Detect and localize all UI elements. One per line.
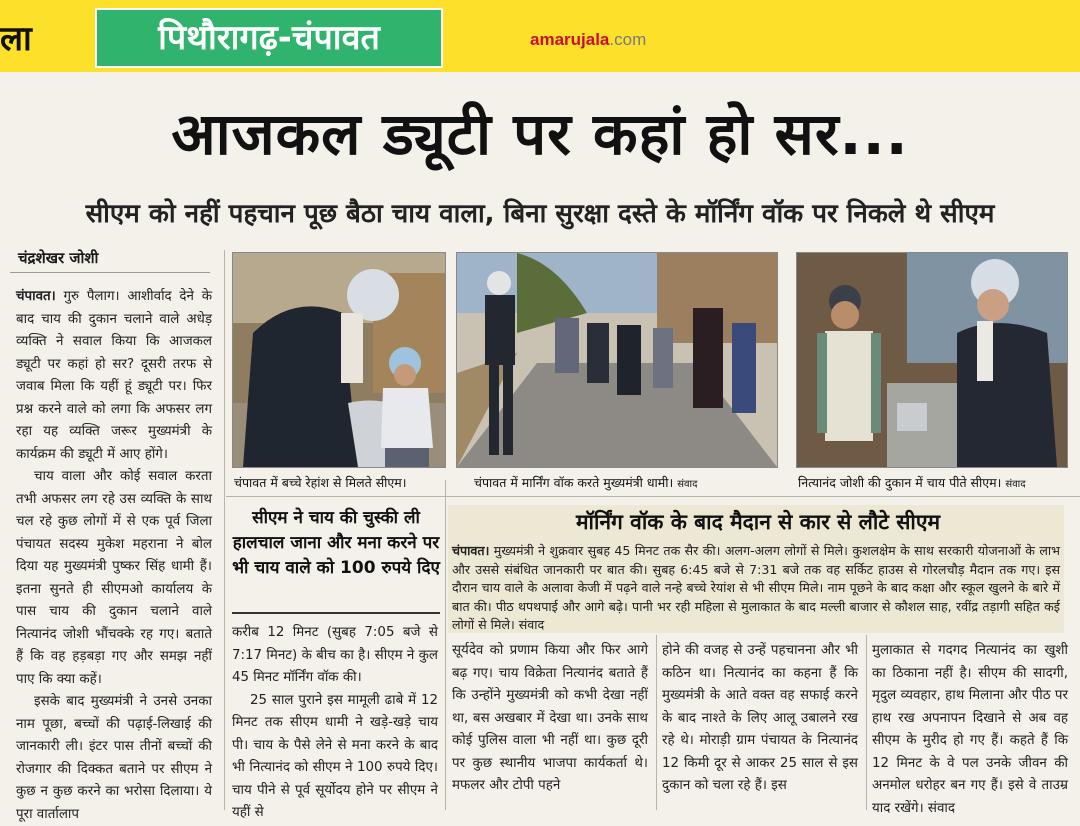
caption-rule (226, 496, 1080, 497)
paragraph: चाय वाला और कोई सवाल करता तभी अफसर लग रहे उस व्यक्ति के साथ चल रहे कुछ लोगों में से एक पूर्व जिला पंचायत सदस्य मुकेश महराना ने बोल दिया यह मुख्यमंत्री पुष्कर सिंह धामी हैं। इतना सुनते ही सीएमओ कार्यालय के पास चाय की दुकान चलाने वाले नित्यानंद जोशी भौंचक्के रह गए। बताते हैं कि वह हड़बड़ा गए और समझ नहीं पाए कि क्या कहें। (16, 469, 212, 687)
byline: चंद्रशेखर जोशी (18, 249, 99, 267)
article-column-4 (662, 640, 858, 798)
photo-caption: चंपावत में मार्निंग वॉक करते मुख्यमंत्री धामी। संवाद (474, 475, 698, 490)
box-headline: मॉर्निंग वॉक के बाद मैदान से कार से लौटे सीएम (575, 510, 941, 534)
box-body (452, 542, 1060, 635)
photo-caption: चंपावत में बच्चे रेहांश से मिलते सीएम। (234, 475, 407, 490)
article-column-5 (872, 640, 1068, 820)
site-logo-tld: .com (609, 30, 647, 49)
column-rule (656, 635, 657, 810)
column-rule (224, 250, 225, 810)
headline: आजकल ड्यूटी पर कहां हो सर... (171, 100, 909, 168)
subheadline: सीएम को नहीं पहचान पूछ बैठा चाय वाला, बिना सुरक्षा दस्ते के मॉर्निंग वॉक पर निकले थे सीएम (85, 199, 995, 229)
section-label: पिथौरागढ़-चंपावत (97, 10, 441, 66)
paragraph: मुख्यमंत्री ने शुक्रवार सुबह 45 मिनट तक सैर की। अलग-अलग लोगों से मिले। कुशलक्षेम के साथ सरकारी योजनाओं के लाभ और उससे संबंधित जानकारी पर बात की। सुबह 6:45 बजे से 7:31 बजे तक वह सर्किट हाउस से गोरलचौड़ मैदान तक गए। इस दौरान चाय वाले के अलावा केजी में पढ़ने वाले नन्हे बच्चे रेयांश से भी सीएम मिले। नाम पूछने के बाद कक्षा और स्कूल खुलने के बारे में बात की। पीठ थपथपाई और आगे बढ़े। पानी भर रही महिला से मुलाकात के बाद मल्ली बाजार से कौशल साह, रवींद्र तड़ागी सहित कई लोगों से मिले। संवाद (452, 543, 1060, 633)
site-logo-main: amarujala (530, 30, 610, 49)
column-rule (445, 480, 446, 810)
paragraph: मुलाकात से गदगद नित्यानंद का खुशी का ठिकाना नहीं है। सीएम की सादगी, मृदुल व्यवहार, हाथ मिलाना और पीठ पर हाथ रख अपनापन दिखाने से अब वह सीएम के मुरीद हो गए हैं। कहते हैं कि 12 मिनट के वे पल उनके जीवन की अनमोल धरोहर बन गए हैं। इसे वे ताउम्र याद रखेंगे। संवाद (872, 643, 1068, 816)
sidebar-rule (232, 612, 440, 614)
article-column-3 (452, 640, 648, 798)
photo-tea-shop (796, 252, 1068, 468)
sidebar-headline: सीएम ने चाय की चुस्की ली हालचाल जाना और मना करने पर भी चाय वाले को 100 रुपये दिए (232, 508, 440, 578)
paragraph: करीब 12 मिनट (सुबह 7:05 बजे से 7:17 मिनट) के बीच का है। सीएम ने कुल 45 मिनट मॉर्निंग वॉक की। (232, 625, 438, 685)
masthead-fragment: ला (0, 19, 32, 59)
article-column-2 (232, 622, 438, 825)
paragraph: 25 साल पुराने इस मामूली ढाबे में 12 मिनट तक सीएम धामी ने खड़े-खड़े चाय पी। चाय के पैसे लेने से मना करने के बाद भी नित्यानंद को सीएम ने 100 रुपये दिए। चाय पीने से पूर्व सूर्योदय होने पर सीएम ने यहीं से (232, 692, 438, 820)
photo-caption: नित्यानंद जोशी की दुकान में चाय पीते सीएम। संवाद (798, 475, 1026, 490)
dateline: चंपावत। (16, 289, 56, 304)
article-column-1 (16, 286, 212, 826)
paragraph: इसके बाद मुख्यमंत्री ने उनसे उनका नाम पूछा, बच्चों की पढ़ाई-लिखाई की जानकारी ली। इंटर पास तीनों बच्चों की रोजगार की दिक्कत बताने पर सीएम ने कुछ न कुछ करने का भरोसा दिलाया। ये पूरा वार्तालाप (16, 694, 212, 822)
photo-cm-with-child (232, 252, 446, 468)
byline-rule (10, 272, 210, 273)
photo-morning-walk (456, 252, 778, 468)
dateline: चंपावत। (452, 543, 490, 558)
column-rule (866, 635, 867, 810)
paragraph: सूर्यदेव को प्रणाम किया और फिर आगे बढ़ गए। चाय विक्रेता नित्यानंद बताते हैं कि उन्होंने मुख्यमंत्री को कभी देखा नहीं था, बस अखबार में देखा था। उनके साथ कोई पुलिस वाला भी नहीं था। कुछ दूरी पर कुछ स्थानीय भाजपा कार्यकर्ता थे। मफलर और टोपी पहने (452, 643, 648, 793)
site-logo[interactable] (530, 30, 646, 50)
paragraph: गुरु पैलाग। आशीर्वाद देने के बाद चाय की दुकान चलाने वाले अधेड़ व्यक्ति ने सवाल किया कि आजकल ड्यूटी पर कहां हो सर? दूसरी तरफ से जवाब मिला कि यहीं हूं ड्यूटी पर। फिर प्रश्न करने वाले को लगा कि अफसर लग रहा यह व्यक्ति जरूर मुख्यमंत्री के कार्यक्रम की ड्यूटी में आए होंगे। (16, 289, 213, 462)
paragraph: होने की वजह से उन्हें पहचानना और भी कठिन था। नित्यानंद का कहना हैं कि मुख्यमंत्री के आते वक्त वह सफाई करने के बाद नाश्ते के लिए आलू उबालने रख रहे थे। मोराड़ी ग्राम पंचायत के नित्यानंद 12 किमी दूर से आकर 25 साल से इस दुकान को चला रहे हैं। इस (662, 643, 858, 793)
